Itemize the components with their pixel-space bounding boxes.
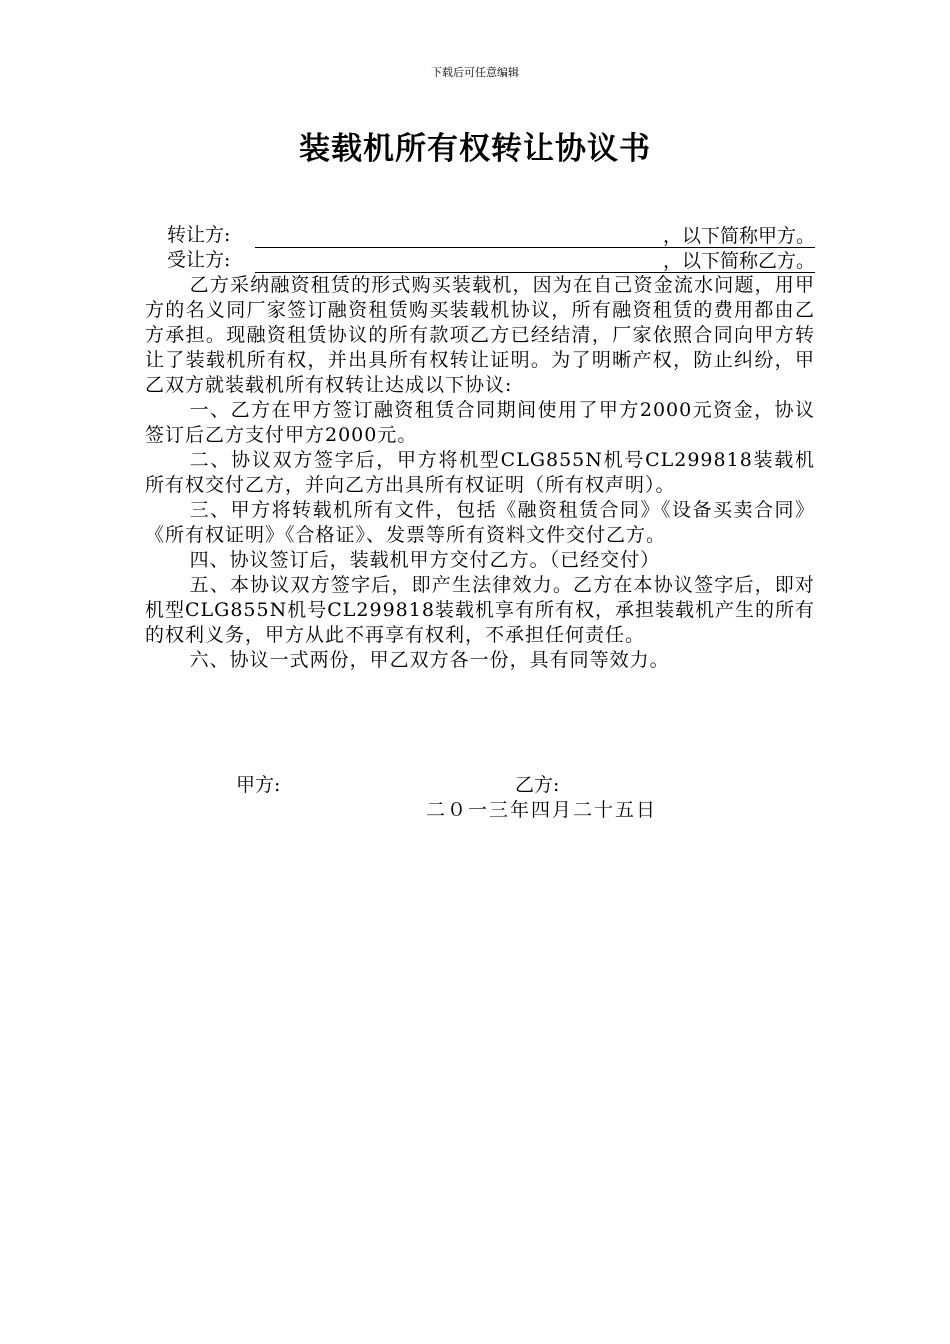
clause-5: 五、本协议双方签字后，即产生法律效力。乙方在本协议签字后，即对机型CLG855N机号CL299818装载机享有所有权，承担装载机产生的所有的权利义务，甲方从此不再享有权利，不承担任何责任。 xyxy=(145,574,815,646)
clause-2: 二、协议双方签字后，甲方将机型CLG855N机号CL299818装载机所有权交付乙方，并向乙方出具所有权证明（所有权声明）。 xyxy=(145,449,815,496)
clause-4: 四、协议签订后，装载机甲方交付乙方。（已经交付） xyxy=(189,549,661,571)
party-a-signature-label: 甲方: xyxy=(236,774,281,796)
clause-6: 六、协议一式两份，甲乙双方各一份，具有同等效力。 xyxy=(189,649,670,671)
clause-3: 三、甲方将转载机所有文件，包括《融资租赁合同》《设备买卖合同》《所有权证明》《合格证》、发票等所有资料文件交付乙方。 xyxy=(145,499,815,546)
transferor-blank xyxy=(255,225,663,248)
signing-date: 二０一三年四月二十五日 xyxy=(426,799,658,821)
intro-paragraph: 乙方采纳融资租赁的形式购买装载机，因为在自己资金流水问题，用甲方的名义同厂家签订融资租赁购买装载机协议，所有融资租赁的费用都由乙方承担。现融资租赁协议的所有款项乙方已经结清，厂家依照合同向甲方转让了装载机所有权，并出具所有权转让证明。为了明晰产权，防止纠纷，甲乙双方就装载机所有权转让达成以下协议: xyxy=(145,274,815,396)
clause-1: 一、乙方在甲方签订融资租赁合同期间使用了甲方2000元资金，协议签订后乙方支付甲方2000元。 xyxy=(145,399,815,446)
transferee-suffix: ，以下简称乙方。 xyxy=(662,250,815,272)
document-body xyxy=(145,223,815,673)
header-note: 下载后可任意编辑 xyxy=(431,66,519,79)
transferee-label: 受让方: xyxy=(167,249,231,271)
party-b-signature-label: 乙方: xyxy=(515,774,560,796)
transferee-line xyxy=(145,248,815,273)
document-title: 装载机所有权转让协议书 xyxy=(299,131,651,167)
transferee-blank xyxy=(255,250,663,273)
transferor-line xyxy=(145,223,815,248)
transferor-suffix: ，以下简称甲方。 xyxy=(662,225,815,247)
transferor-label: 转让方: xyxy=(167,224,231,246)
